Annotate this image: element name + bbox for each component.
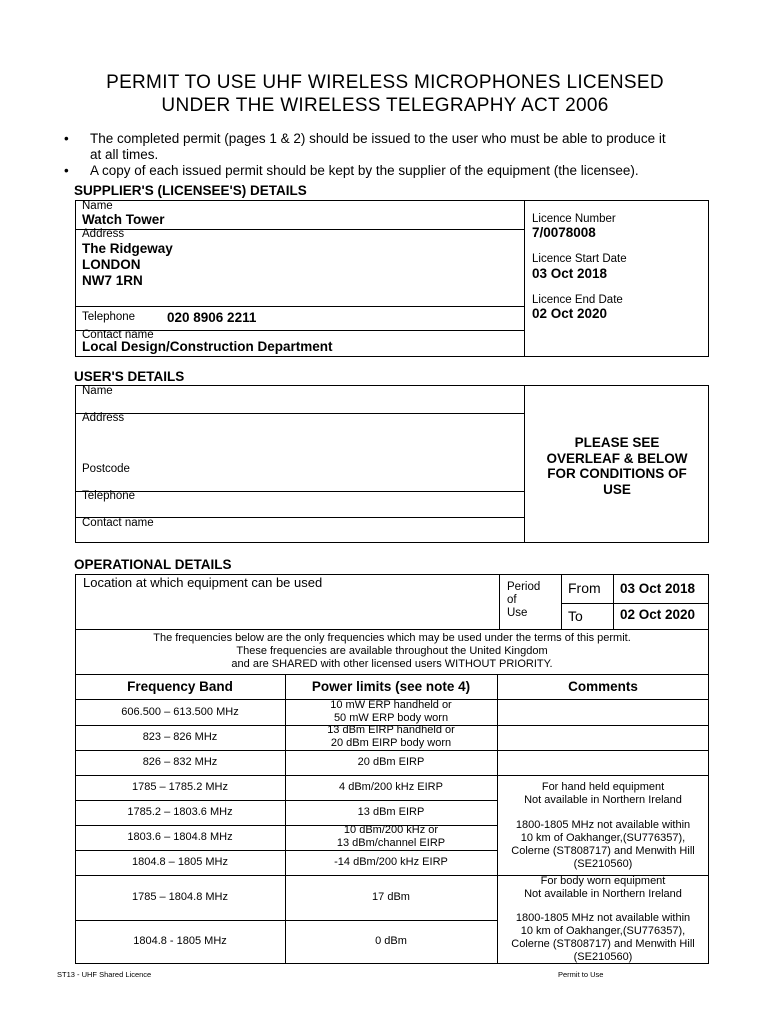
table-row-power: 10 mW ERP handheld or 50 mW ERP body worn (330, 699, 452, 724)
comment-bodyworn-restriction: 1800-1805 MHz not available within 10 km of Oakhanger,(SU776357), Colerne (ST808717) and Menwith Hill (SE210560) (511, 912, 695, 963)
user-contact-label: Contact name (82, 517, 154, 529)
footer-right: Permit to Use (558, 970, 604, 979)
licence-number: 7/0078008 (532, 225, 596, 240)
comment-handheld-restriction: 1800-1805 MHz not available within 10 km of Oakhanger,(SU776357), Colerne (ST808717) and Menwith Hill (SE210560) (511, 819, 695, 870)
table-row-power: 17 dBm (372, 891, 410, 903)
user-name-label: Name (82, 385, 113, 397)
from-label: From (568, 580, 601, 596)
table-row-band: 823 – 826 MHz (142, 731, 218, 743)
licence-start-date: 03 Oct 2018 (532, 266, 608, 281)
supplier-name: Watch Tower (82, 212, 165, 227)
user-postcode-label: Postcode (82, 463, 130, 475)
footer-left: ST13 - UHF Shared Licence (57, 970, 152, 979)
table-row-band: 606.500 – 613.500 MHz (121, 706, 239, 718)
period-of-use-label: Period of Use (507, 581, 541, 619)
comment-bodyworn: For body worn equipment Not available in Northern Ireland (524, 875, 682, 900)
period-from-date: 03 Oct 2018 (620, 581, 696, 596)
table-row-band: 1803.6 – 1804.8 MHz (127, 831, 233, 843)
operational-heading: OPERATIONAL DETAILS (74, 557, 232, 572)
page-subtitle: UNDER THE WIRELESS TELEGRAPHY ACT 2006 (161, 95, 609, 116)
table-row-band: 826 – 832 MHz (142, 756, 218, 768)
table-row-band: 1785 – 1804.8 MHz (131, 891, 228, 903)
table-row-power: 10 dBm/200 kHz or 13 dBm/channel EIRP (336, 824, 446, 849)
period-to-date: 02 Oct 2020 (620, 607, 696, 622)
licence-end-label: Licence End Date (532, 294, 623, 306)
user-address-label: Address (82, 412, 125, 424)
page-title: PERMIT TO USE UHF WIRELESS MICROPHONES LICENSED (106, 72, 664, 93)
supplier-telephone: 020 8906 2211 (167, 310, 257, 325)
table-row-band: 1785.2 – 1803.6 MHz (127, 806, 233, 818)
supplier-name-label: Name (82, 200, 113, 212)
supplier-address-line: NW7 1RN (82, 273, 143, 288)
supplier-contact-label: Contact name (82, 329, 154, 341)
table-row-band: 1785 – 1785.2 MHz (131, 781, 228, 793)
bullet-item (64, 131, 724, 165)
comment-handheld: For hand held equipment Not available in Northern Ireland (524, 781, 682, 806)
user-heading: USER'S DETAILS (74, 369, 185, 384)
user-telephone-label: Telephone (82, 490, 136, 502)
bullet-item (64, 163, 724, 181)
supplier-telephone-label: Telephone (82, 311, 136, 323)
supplier-address-line: The Ridgeway (82, 241, 173, 256)
licence-end-date: 02 Oct 2020 (532, 306, 608, 321)
location-label: Location at which equipment can be used (83, 575, 323, 590)
col-header-power: Power limits (see note 4) (311, 679, 471, 694)
bullet-text: at all times. (90, 147, 159, 162)
licence-start-label: Licence Start Date (532, 253, 627, 265)
bullet-icon: • (64, 163, 69, 178)
to-label: To (568, 608, 583, 624)
bullet-text: The completed permit (pages 1 & 2) should be issued to the user who must be able to produce it (90, 131, 666, 146)
table-row-power: 0 dBm (375, 935, 407, 947)
table-row-power: 13 dBm EIRP (357, 806, 425, 818)
table-row-band: 1804.8 – 1805 MHz (131, 856, 228, 868)
col-header-comments: Comments (568, 679, 638, 694)
frequency-note: The frequencies below are the only frequencies which may be used under the terms of this permit. These frequencies are available throughout the United Kingdom and are SHARED with other licensed users WITHOUT PRIORITY. (153, 632, 631, 670)
supplier-address-label: Address (82, 228, 125, 240)
licence-number-label: Licence Number (532, 213, 616, 225)
supplier-contact: Local Design/Construction Department (82, 339, 333, 354)
table-row-power: -14 dBm/200 kHz EIRP (334, 856, 448, 868)
table-row-power: 20 dBm EIRP (357, 756, 425, 768)
col-header-frequency: Frequency Band (127, 679, 233, 694)
conditions-notice: PLEASE SEE OVERLEAF & BELOW FOR CONDITIONS OF USE (546, 435, 688, 497)
supplier-address-line: LONDON (82, 257, 141, 272)
supplier-heading: SUPPLIER'S (LICENSEE'S) DETAILS (74, 183, 307, 198)
bullet-icon: • (64, 131, 69, 146)
table-row-band: 1804.8 - 1805 MHz (133, 935, 227, 947)
table-row-power: 4 dBm/200 kHz EIRP (339, 781, 443, 793)
bullet-text: A copy of each issued permit should be kept by the supplier of the equipment (the licensee). (90, 163, 639, 178)
table-row-power: 13 dBm EIRP handheld or 20 dBm EIRP body worn (327, 724, 455, 749)
